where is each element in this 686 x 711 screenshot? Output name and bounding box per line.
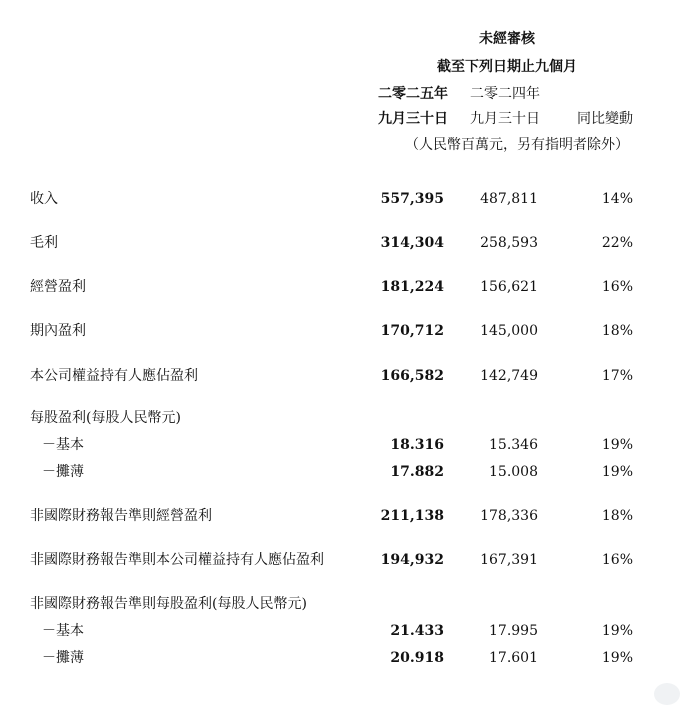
- value-2024-eps-basic: 15.346: [489, 437, 538, 453]
- header-unaudited: 未經審核: [479, 31, 535, 47]
- row-label-eps-basic: －基本: [42, 437, 84, 453]
- yoy-eps-basic: 19%: [601, 437, 633, 453]
- value-2025-revenue: 557,395: [380, 191, 444, 207]
- value-2025-operating-profit: 181,224: [380, 279, 444, 295]
- row-label-period-profit: 期內盈利: [30, 323, 86, 339]
- value-2024-nonifrs-operating-profit: 178,336: [480, 508, 538, 524]
- row-label-eps: 每股盈利(每股人民幣元): [30, 410, 181, 426]
- header-date-2025: 九月三十日: [378, 111, 448, 127]
- header-yoy-change: 同比變動: [577, 111, 633, 127]
- header-unit-note: （人民幣百萬元，另有指明者除外）: [405, 137, 629, 153]
- watermark-icon: [654, 683, 680, 705]
- row-label-gross-profit: 毛利: [30, 235, 58, 251]
- yoy-nonifrs-attributable-profit: 16%: [601, 552, 633, 568]
- value-2024-revenue: 487,811: [480, 191, 538, 207]
- value-2024-operating-profit: 156,621: [480, 279, 538, 295]
- yoy-gross-profit: 22%: [601, 235, 633, 251]
- row-label-operating-profit: 經營盈利: [30, 279, 86, 295]
- header-date-2024: 九月三十日: [470, 111, 540, 127]
- row-label-revenue: 收入: [30, 191, 58, 207]
- yoy-attributable-profit: 17%: [601, 368, 633, 384]
- header-period: 截至下列日期止九個月: [437, 59, 577, 75]
- value-2025-eps-basic: 18.316: [390, 437, 444, 453]
- row-label-nonifrs-eps-diluted: －攤薄: [42, 650, 84, 666]
- row-label-nonifrs-eps-basic: －基本: [42, 623, 84, 639]
- yoy-operating-profit: 16%: [601, 279, 633, 295]
- yoy-revenue: 14%: [601, 191, 633, 207]
- value-2024-eps-diluted: 15.008: [489, 464, 538, 480]
- yoy-nonifrs-eps-diluted: 19%: [601, 650, 633, 666]
- value-2025-gross-profit: 314,304: [380, 235, 444, 251]
- value-2024-attributable-profit: 142,749: [480, 368, 538, 384]
- row-label-nonifrs-operating-profit: 非國際財務報告準則經營盈利: [30, 508, 212, 524]
- row-label-eps-diluted: －攤薄: [42, 464, 84, 480]
- value-2024-nonifrs-attributable-profit: 167,391: [480, 552, 538, 568]
- value-2025-period-profit: 170,712: [380, 323, 444, 339]
- row-label-attributable-profit: 本公司權益持有人應佔盈利: [30, 368, 198, 384]
- yoy-eps-diluted: 19%: [601, 464, 633, 480]
- row-label-nonifrs-attributable-profit: 非國際財務報告準則本公司權益持有人應佔盈利: [30, 552, 324, 568]
- value-2025-nonifrs-operating-profit: 211,138: [380, 508, 444, 524]
- value-2024-nonifrs-eps-diluted: 17.601: [489, 650, 538, 666]
- value-2025-nonifrs-eps-basic: 21.433: [390, 623, 444, 639]
- yoy-period-profit: 18%: [601, 323, 633, 339]
- yoy-nonifrs-eps-basic: 19%: [601, 623, 633, 639]
- value-2025-nonifrs-attributable-profit: 194,932: [380, 552, 444, 568]
- value-2024-nonifrs-eps-basic: 17.995: [489, 623, 538, 639]
- value-2024-gross-profit: 258,593: [480, 235, 538, 251]
- value-2024-period-profit: 145,000: [480, 323, 538, 339]
- value-2025-attributable-profit: 166,582: [380, 368, 444, 384]
- value-2025-eps-diluted: 17.882: [390, 464, 444, 480]
- yoy-nonifrs-operating-profit: 18%: [601, 508, 633, 524]
- header-year-2025: 二零二五年: [378, 86, 448, 102]
- header-year-2024: 二零二四年: [470, 86, 540, 102]
- row-label-nonifrs-eps: 非國際財務報告準則每股盈利(每股人民幣元): [30, 596, 307, 612]
- value-2025-nonifrs-eps-diluted: 20.918: [390, 650, 444, 666]
